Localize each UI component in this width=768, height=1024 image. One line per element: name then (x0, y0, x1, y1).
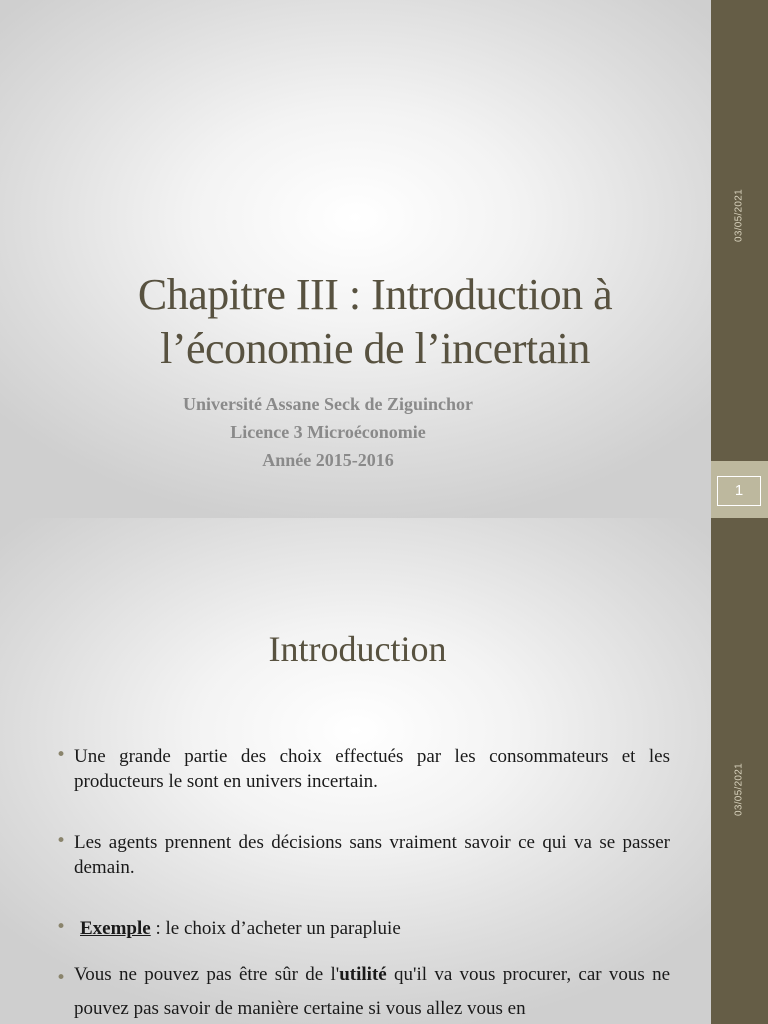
slide-subtitle (100, 390, 556, 474)
bullet-text-before: Vous ne pouvez pas être sûr de l' (74, 964, 340, 985)
bullet-item (56, 744, 670, 794)
slide-date-text: 03/05/2021 (733, 188, 745, 243)
bullet-icon: • (56, 831, 67, 851)
bullet-text: Une grande partie des choix effectués par les consommateurs et les producteurs le sont en univers incertain. (74, 746, 670, 792)
subtitle-year: Année 2015-2016 (262, 450, 394, 470)
page-number: 1 (717, 476, 761, 506)
intro-title: Introduction (268, 629, 447, 669)
slide-title-line-1: Chapitre III : Introduction à (137, 270, 613, 319)
slide-title-line-2: l’économie de l’incertain (160, 324, 590, 373)
bullet-text (74, 916, 670, 941)
bullet-icon: • (56, 745, 67, 765)
slide-title (40, 268, 710, 376)
slide-date-text: 03/05/2021 (733, 762, 745, 817)
bullet-text-after: qu'il va vous procurer, car vous ne pouvez pas savoir de manière certaine si vous allez vous en (74, 964, 671, 1019)
bullet-text-bold: utilité (339, 964, 387, 985)
slide-sidebar (711, 0, 768, 518)
subtitle-university: Université Assane Seck de Ziguinchor (182, 394, 473, 414)
bullet-item (56, 958, 670, 1024)
bullet-text (74, 958, 670, 1024)
slide-2 (0, 518, 768, 1024)
bullet-icon: • (56, 917, 67, 937)
example-label: Exemple (80, 918, 151, 939)
subtitle-course: Licence 3 Microéconomie (230, 422, 426, 442)
bullet-item-example (56, 916, 670, 941)
bullet-text: Les agents prennent des décisions sans vraiment savoir ce qui va se passer demain. (74, 832, 670, 878)
bullet-item (56, 830, 670, 880)
bullet-icon: • (56, 968, 67, 988)
example-text: : le choix d’acheter un parapluie (150, 918, 401, 939)
